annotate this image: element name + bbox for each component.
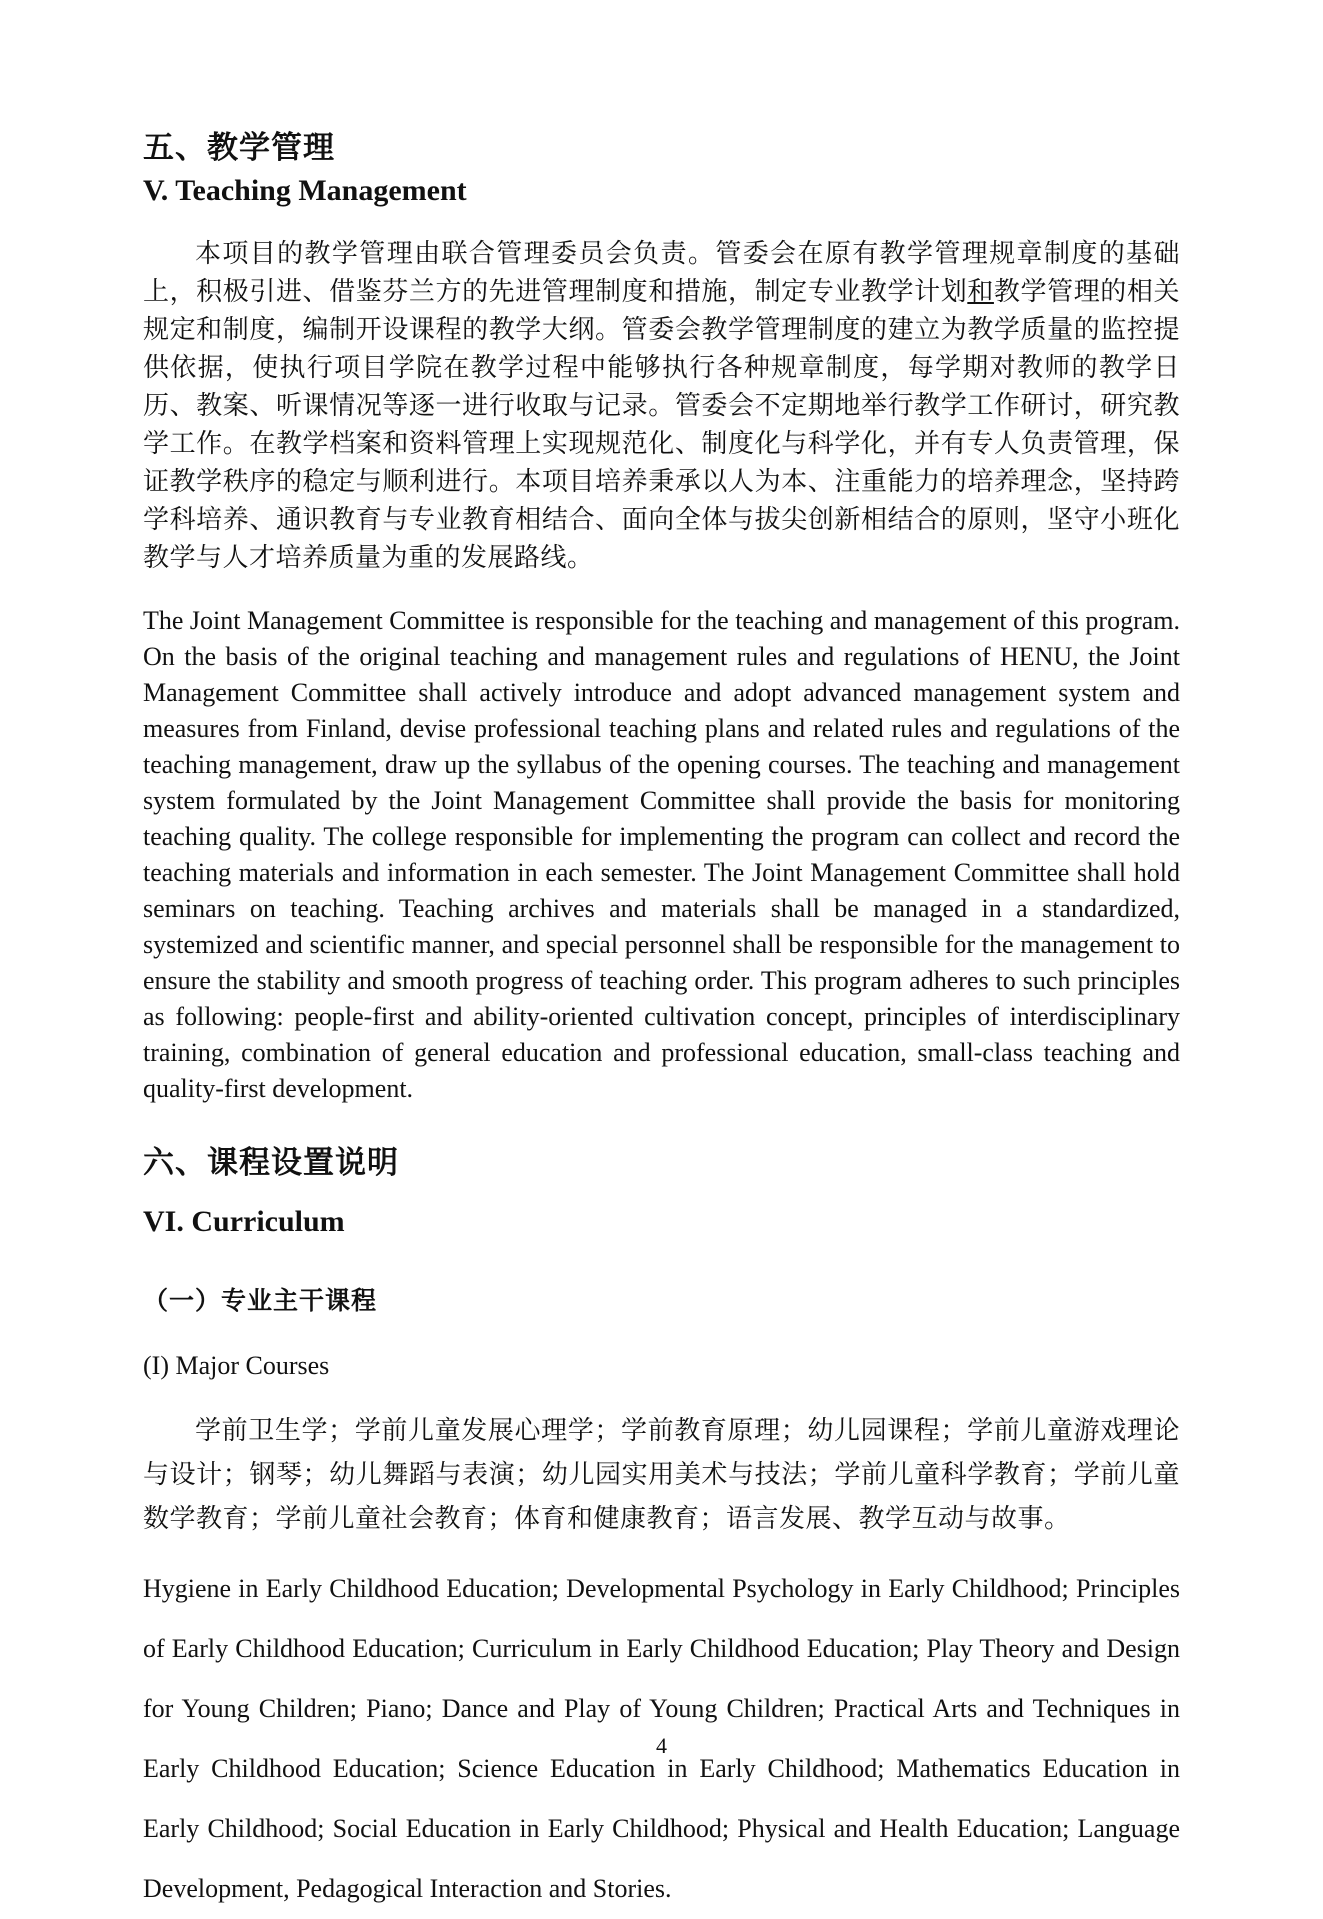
major-courses-subheading-english: (I) Major Courses: [143, 1351, 330, 1381]
section-5-heading-chinese: 五、教学管理: [143, 130, 335, 165]
section-6-heading-chinese: 六、课程设置说明: [143, 1145, 399, 1181]
teaching-management-paragraph-chinese: [143, 235, 1180, 577]
teaching-management-paragraph-english: The Joint Management Committee is responsible for the teaching and management of this program. On the basis of the original teaching and management rules and regulations of HENU, the Joint Management Committee shall actively introduce and adopt advanced management system and measures from Finland, devise professional teaching plans and related rules and regulations of the teaching management, draw up the syllabus of the opening courses. The teaching and management system formulated by the Joint Management Committee shall provide the basis for monitoring teaching quality. The college responsible for implementing the program can collect and record the teaching materials and information in each semester. The Joint Management Committee shall hold seminars on teaching. Teaching archives and materials shall be managed in a standardized, systemized and scientific manner, and special personnel shall be responsible for the management to ensure the stability and smooth progress of teaching order. This program adheres to such principles as following: people-first and ability-oriented cultivation concept, principles of interdisciplinary training, combination of general education and professional education, small-class teaching and quality-first development.: [143, 606, 1180, 1104]
teaching-management-zh-underlined-char: 和: [967, 277, 994, 307]
major-courses-list-english: Hygiene in Early Childhood Education; Developmental Psychology in Early Childhood; Principles of Early Childhood Education; Curriculum in Early Childhood Education; Play Theory and Design for Young Children; Piano; Dance and Play of Young Children; Practical Arts and Techniques in Early Childhood Education; Science Education in Early Childhood; Mathematics Education in Early Childhood; Social Education in Early Childhood; Physical and Health Education; Language Development, Pedagogical Interaction and Stories.: [143, 1574, 1180, 1904]
teaching-management-zh-text-part1: 本项目的教学管理由联合管理委员会负责。管委会在原有教学管理规章制度的基础上，积极引进、借鉴芬兰方的先进管理制度和措施，制定专业教学计划: [143, 239, 1180, 307]
major-courses-list-chinese: 学前卫生学；学前儿童发展心理学；学前教育原理；幼儿园课程；学前儿童游戏理论与设计；钢琴；幼儿舞蹈与表演；幼儿园实用美术与技法；学前儿童科学教育；学前儿童数学教育；学前儿童社会教育；体育和健康教育；语言发展、教学互动与故事。: [143, 1416, 1180, 1534]
section-5-heading-english: V. Teaching Management: [143, 173, 467, 207]
page-number: 4: [656, 1733, 667, 1758]
major-courses-subheading-chinese: （一）专业主干课程: [143, 1288, 378, 1316]
section-6-heading-english: VI. Curriculum: [143, 1204, 345, 1238]
teaching-management-zh-text-part2: 教学管理的相关规定和制度，编制开设课程的教学大纲。管委会教学管理制度的建立为教学质量的监控提供依据，使执行项目学院在教学过程中能够执行各种规章制度，每学期对教师的教学日历、教案、听课情况等逐一进行收取与记录。管委会不定期地举行教学工作研讨，研究教学工作。在教学档案和资料管理上实现规范化、制度化与科学化，并有专人负责管理，保证教学秩序的稳定与顺利进行。本项目培养秉承以人为本、注重能力的培养理念，坚持跨学科培养、通识教育与专业教育相结合、面向全体与拔尖创新相结合的原则，坚守小班化教学与人才培养质量为重的发展路线。: [143, 277, 1180, 573]
